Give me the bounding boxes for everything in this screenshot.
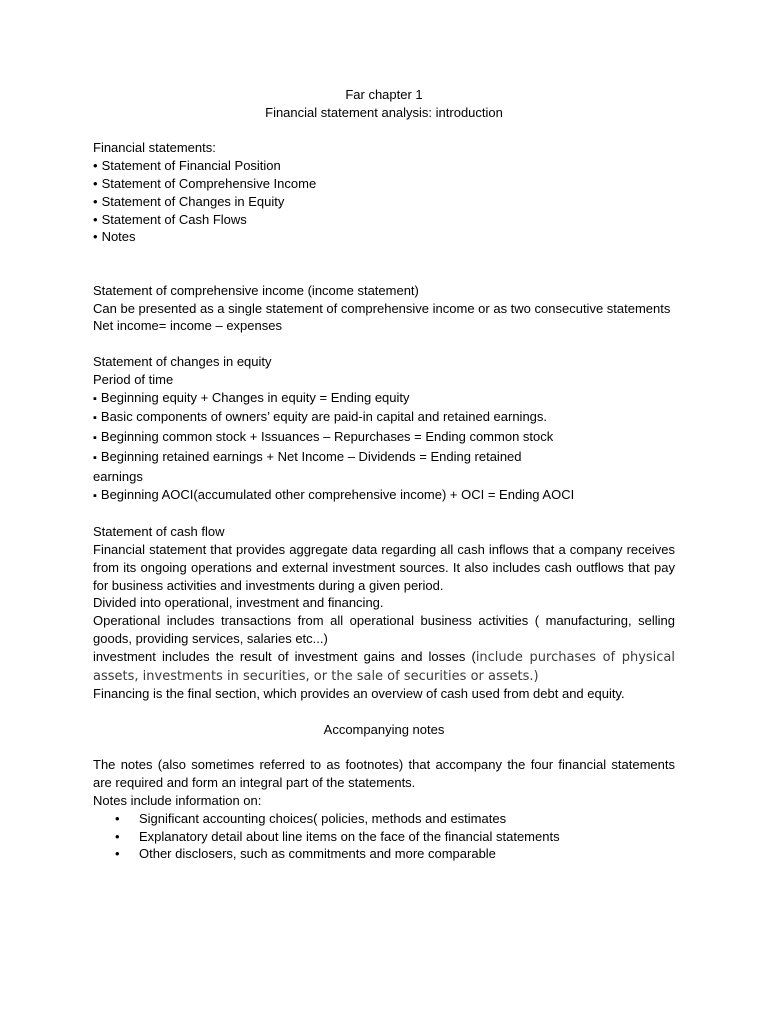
- financial-statements-heading: Financial statements:: [93, 140, 216, 156]
- notes-heading: Accompanying notes: [323, 721, 445, 737]
- period-of-time-label: Period of time: [93, 371, 174, 387]
- spacer: [93, 739, 675, 757]
- notes-intro: Notes include information on:: [93, 793, 262, 809]
- spacer: [93, 246, 675, 282]
- list-item: ▪ Beginning retained earnings + Net Income – Dividends = Ending retained: [93, 448, 675, 468]
- list-item: • Statement of Cash Flows: [93, 211, 675, 229]
- cash-flow-description: Financial statement that provides aggregate data regarding all cash inflows that a company receives from its ongoing operations and external investment sources. It also includes cash outflows that pay for business activities and investments during a given period.: [93, 541, 675, 593]
- spacer: [93, 335, 675, 353]
- cash-flow-financing: Financing is the final section, which provides an overview of cash used from debt and equity.: [93, 686, 625, 702]
- investment-lead: investment includes the result of investment gains and losses (: [93, 648, 476, 664]
- list-item: • Explanatory detail about line items on the face of the financial statements: [93, 828, 675, 846]
- spacer: [93, 703, 675, 721]
- list-item: • Statement of Financial Position: [93, 157, 675, 175]
- document-title: Far chapter 1: [345, 87, 423, 102]
- cash-flow-investment: [93, 648, 675, 686]
- document-page: [93, 86, 675, 863]
- notes-list: [93, 810, 675, 863]
- spacer: [93, 122, 675, 140]
- cash-flow-heading: Statement of cash flow: [93, 524, 225, 540]
- changes-in-equity-heading: Statement of changes in equity: [93, 353, 272, 369]
- list-item: • Statement of Changes in Equity: [93, 193, 675, 211]
- list-item-continuation: earnings: [93, 468, 143, 484]
- list-item: ▪ Beginning equity + Changes in equity = Ending equity: [93, 389, 675, 409]
- list-item: • Statement of Comprehensive Income: [93, 175, 675, 193]
- spacer: [93, 505, 675, 523]
- list-item: ▪ Basic components of owners’ equity are paid-in capital and retained earnings.: [93, 408, 675, 428]
- cash-flow-operational: Operational includes transactions from all operational business activities ( manufacturing, selling goods, providing services, salaries etc...): [93, 613, 675, 646]
- list-item: • Significant accounting choices( policies, methods and estimates: [93, 810, 675, 828]
- document-subtitle: Financial statement analysis: introduction: [265, 104, 503, 120]
- net-income-formula: Net income= income – expenses: [93, 318, 282, 334]
- cash-flow-divided: Divided into operational, investment and financing.: [93, 595, 384, 611]
- list-item: • Notes: [93, 228, 675, 246]
- investment-detail: include purchases of physical assets, investments in securities, or the sale of securities or assets.): [93, 649, 675, 684]
- list-item: • Other disclosers, such as commitments and more comparable: [93, 845, 675, 863]
- comprehensive-income-heading: Statement of comprehensive income (income statement): [93, 282, 419, 298]
- list-item: ▪ Beginning AOCI(accumulated other comprehensive income) + OCI = Ending AOCI: [93, 486, 675, 506]
- notes-body: The notes (also sometimes referred to as footnotes) that accompany the four financial statements are required and form an integral part of the statements.: [93, 757, 675, 791]
- comprehensive-income-body: Can be presented as a single statement of comprehensive income or as two consecutive statements: [93, 300, 671, 316]
- list-item: ▪ Beginning common stock + Issuances – Repurchases = Ending common stock: [93, 428, 675, 448]
